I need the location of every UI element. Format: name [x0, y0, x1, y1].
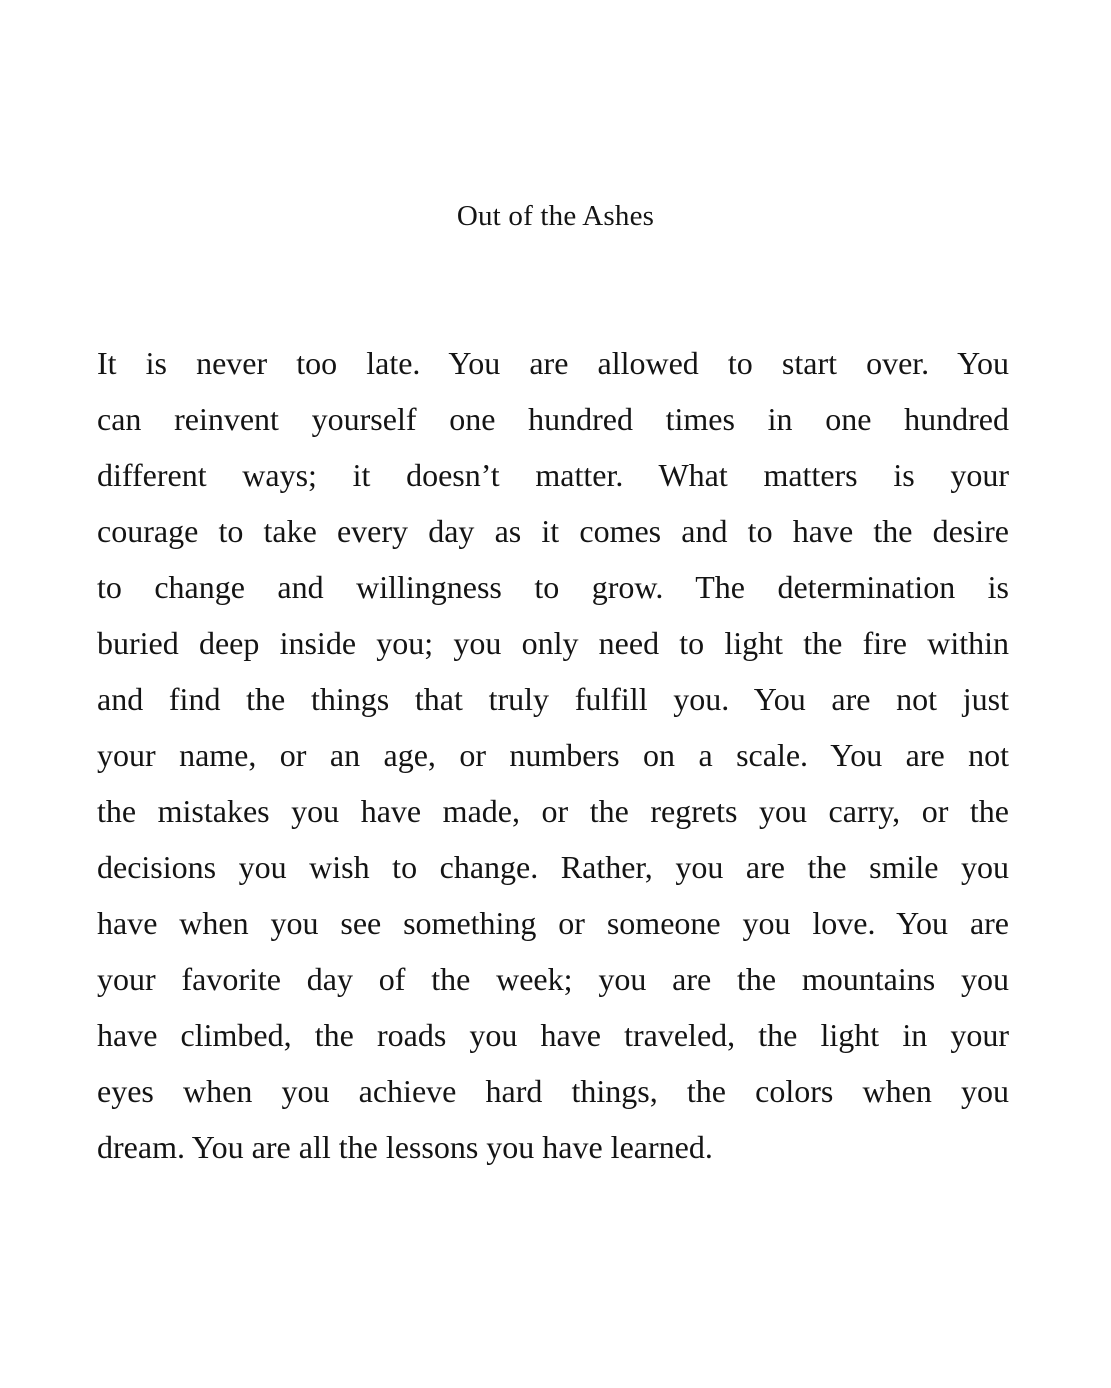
- body-line: and find the things that truly fulfill you. You are not just: [97, 681, 1009, 717]
- body-line: have climbed, the roads you have traveled, the light in your: [97, 1017, 1009, 1053]
- body-line: different ways; it doesn’t matter. What matters is your: [97, 457, 1009, 493]
- body-line: eyes when you achieve hard things, the colors when you: [97, 1073, 1009, 1109]
- page-title: Out of the Ashes: [456, 200, 655, 232]
- body-paragraph: [97, 335, 1009, 1175]
- body-line: the mistakes you have made, or the regrets you carry, or the: [97, 793, 1009, 829]
- body-line: courage to take every day as it comes and to have the desire: [97, 513, 1009, 549]
- body-line: decisions you wish to change. Rather, you are the smile you: [97, 849, 1009, 885]
- body-line: buried deep inside you; you only need to light the fire within: [97, 625, 1009, 661]
- body-line: to change and willingness to grow. The determination is: [97, 569, 1009, 605]
- body-line: have when you see something or someone you love. You are: [97, 905, 1009, 941]
- body-line: dream. You are all the lessons you have learned.: [97, 1129, 713, 1165]
- body-line: your favorite day of the week; you are the mountains you: [97, 961, 1009, 997]
- body-line: can reinvent yourself one hundred times in one hundred: [97, 401, 1009, 437]
- body-line: It is never too late. You are allowed to start over. You: [97, 345, 1009, 381]
- body-line: your name, or an age, or numbers on a scale. You are not: [97, 737, 1009, 773]
